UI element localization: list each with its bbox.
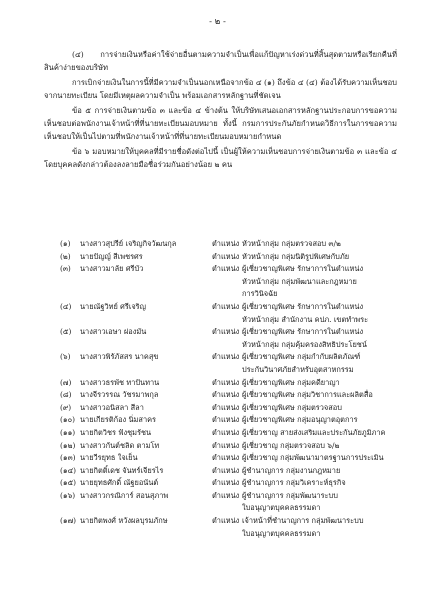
position-label: ตำแหน่ง (212, 301, 240, 311)
official-number: (๑) (60, 239, 71, 248)
official-position (242, 427, 397, 440)
official-row (60, 402, 397, 415)
body-text (44, 48, 397, 171)
position-label: ตำแหน่ง (212, 390, 240, 400)
official-position (242, 477, 397, 490)
official-name: นายเกียรติก้อง นิ่มสาคร (80, 415, 157, 425)
official-number: (๒) (60, 251, 71, 261)
official-name: นายณัฐวิทย์ ศรีเจริญ (80, 301, 146, 311)
official-position (242, 515, 397, 540)
official-position-line: หัวหน้ากลุ่ม กลุ่มนิติรูปพิเศษกับภัย (242, 251, 350, 261)
position-label: ตำแหน่ง (212, 264, 240, 274)
official-position (242, 251, 397, 264)
official-row (60, 427, 397, 440)
official-row (60, 465, 397, 478)
paragraph-clause-4-4: (๔) การจ่ายเงินหรือค่าใช้จ่ายอื่นตามความจำเป็นเพื่อแก้ปัญหาเร่งด่วนที่สิ้นสุดตามหรือเรียกคืนที่สินค้าง่ายของบริษัท (44, 50, 397, 73)
official-number: (๑๖) (60, 490, 76, 500)
official-name: นางสาวพิรัภัสสร นาคสุข (80, 352, 159, 362)
official-number: (๙) (60, 402, 72, 412)
official-name: นายกิตวิชร ฟังชุมรัชน (80, 427, 152, 437)
official-position (242, 452, 397, 465)
official-number: (๔) (60, 301, 72, 311)
official-position-line: ผู้ชำนาญการ กลุ่มงานกฎหมาย (242, 465, 341, 475)
official-name: นายกิตพงศ์ หวังผลบุรมภักษ (80, 516, 168, 526)
position-label: ตำแหน่ง (212, 453, 240, 463)
official-number: (๓) (60, 264, 71, 274)
position-label: ตำแหน่ง (212, 465, 240, 475)
official-name: นางสาวกรณิการ์ สอนสุภาพ (80, 490, 169, 500)
official-row (60, 414, 397, 427)
official-position-line: เจ้าหน้าที่ชำนาญการ กลุ่มพัฒนาระบบ (242, 516, 364, 526)
official-position-line: หัวหน้ากลุ่ม กลุ่มคุ้มครองสิทธิประโยชน์ (242, 339, 367, 349)
official-row (60, 238, 397, 251)
official-row (60, 301, 397, 326)
official-position-line: หัวหน้ากลุ่ม กลุ่มพัฒนาและกฎหมาย (242, 276, 357, 286)
official-name: นางจีรวรรณ วัชรมาพกุล (80, 390, 159, 400)
official-position-line: ผู้เชี่ยวชาญพิเศษ รักษาการในตำแหน่ง (242, 264, 364, 274)
position-label: ตำแหน่ง (212, 377, 240, 387)
official-number: (๖) (60, 352, 71, 362)
official-name: นางสาวกันต์ชลิด ตามโท (80, 440, 160, 450)
paragraph-clause-6: ข้อ ๖ มอบหมายให้บุคคลที่มีรายชื่อดังต่อไปนี้ เป็นผู้ให้ความเห็นชอบการจ่ายเงินตามข้อ ๓ และข้อ ๔ โดยบุคคลดังกล่าวต้องลงลายมือชื่อร่วมกันอย่างน้อย ๒ คน (44, 146, 397, 170)
official-position-line: ผู้เชี่ยวชาญพิเศษ กลุ่มกำกับผลิตภัณฑ์ (242, 352, 361, 362)
position-label: ตำแหน่ง (212, 415, 240, 425)
paragraph-exception: การเบิกจ่ายเงินในการนี้ที่มีความจำเป็นนอกเหนือจากข้อ ๔ (๑) ถึงข้อ ๔ (๔) ต้องได้รับความเห็นชอบจากนายทะเบียน โดยมีเหตุผลความจำเป็น พร้อมเอกสารหลักฐานที่ชัดเจน (44, 77, 397, 101)
official-position-line: หัวหน้ากลุ่ม กลุ่มตรวจสอบ ๓/๒ (242, 239, 341, 248)
official-number: (๑๒) (60, 440, 76, 450)
position-label: ตำแหน่ง (212, 251, 240, 261)
official-name: นางสาวสุปรีย์ เจริญกิจวัฒนกุล (80, 239, 177, 248)
official-name: นายยุทธศักดิ์ ณัฐยอนันต์ (80, 478, 159, 488)
official-position-line: ผู้เชี่ยวชาญพิเศษ รักษาการในตำแหน่ง (242, 327, 364, 337)
official-number: (๑๗) (60, 516, 77, 526)
official-number: (๑๑) (60, 427, 76, 437)
official-position (242, 389, 397, 402)
official-position (242, 377, 397, 390)
official-position (242, 490, 397, 515)
official-name: นายวีรยุทธ ใจเย็น (80, 453, 138, 463)
official-position (242, 351, 397, 376)
official-number: (๑๕) (60, 478, 77, 488)
official-position-line: การวินิจฉัย (242, 289, 278, 299)
official-row (60, 377, 397, 390)
official-row (60, 515, 397, 540)
official-position-line: ผู้เชี่ยวชาญพิเศษ กลุ่มวิชาการและผลิตสื่อ (242, 390, 373, 400)
official-name: นางสาวอนิสลา สีลา (80, 402, 144, 412)
official-row (60, 452, 397, 465)
official-position (242, 402, 397, 415)
official-name: นายปัญญ์ สีเพชรศร (80, 251, 143, 261)
official-row (60, 263, 397, 301)
official-number: (๕) (60, 327, 72, 337)
official-position (242, 326, 397, 351)
paragraph-clause-5: ข้อ ๕ การจ่ายเงินตามข้อ ๓ และข้อ ๔ ข้างต้น ให้บริษัทเสนอเอกสารหลักฐานประกอบการขอความเห็นชอบต่อพนักงานเจ้าหน้าที่ที่นายทะเบียนมอบหมาย ทั้งนี้ กรมการประกันภัยกำหนดวิธีการในการขอความเห็นชอบให้เป็นไปตามที่พนักงานเจ้าหน้าที่ที่นายทะเบียนมอบหมายกำหนด (44, 105, 397, 142)
position-label: ตำแหน่ง (212, 239, 240, 248)
official-position-line: ผู้เชี่ยวชาญพิเศษ กลุ่มตรวจสอบ (242, 402, 342, 412)
official-name: นางสาวเอษา ผ่องมัน (80, 327, 147, 337)
official-position-line: หัวหน้ากลุ่ม สำนักงาน คปภ. เขตทำพระ (242, 314, 369, 324)
page-number: - ๒ - (209, 17, 226, 27)
official-position-line: ผู้เชี่ยวชาญพิเศษ รักษาการในตำแหน่ง (242, 301, 364, 311)
official-position-line: ผู้ชำนาญการ กลุ่มพัฒนาระบบ (242, 490, 338, 500)
official-row (60, 477, 397, 490)
official-number: (๑๓) (60, 453, 76, 463)
official-position (242, 414, 397, 427)
official-position-line: ผู้เชี่ยวชาญ กลุ่มตรวจสอบ ๖/๒ (242, 440, 340, 450)
position-label: ตำแหน่ง (212, 427, 240, 437)
position-label: ตำแหน่ง (212, 402, 240, 412)
position-label: ตำแหน่ง (212, 516, 240, 526)
officials-list (60, 238, 397, 540)
official-position-line: ผู้เชี่ยวชาญพิเศษ กลุ่มอนุญาตอุตการ (242, 415, 358, 425)
official-position-line: ผู้เชี่ยวชาญ สายส่งเสริมและประกันภัยภูมิภาค (242, 427, 386, 437)
official-row (60, 251, 397, 264)
official-name: นางสาวมาลัย ศรีบัว (80, 264, 144, 274)
position-label: ตำแหน่ง (212, 478, 240, 488)
official-position-line: ใบอนุญาตบุคคลธรรมดา (242, 528, 321, 538)
position-label: ตำแหน่ง (212, 327, 240, 337)
official-position-line: ผู้เชี่ยวชาญพิเศษ กลุ่มคดียาญา (242, 377, 340, 387)
official-position-line: ผู้เชี่ยวชาญ กลุ่มพัฒนามาตรฐานการประเมิน (242, 453, 384, 463)
official-name: นางสาวธรพัช ทาปันทาน (80, 377, 160, 387)
official-position-line: ใบอนุญาตบุคคลธรรมดา (242, 503, 321, 513)
official-position (242, 301, 397, 326)
position-label: ตำแหน่ง (212, 440, 240, 450)
official-position-line: ผู้ชำนาญการ กลุ่มวิเคราะห์ธุรกิจ (242, 478, 346, 488)
official-number: (๗) (60, 377, 72, 387)
official-number: (๑๐) (60, 415, 75, 425)
official-row (60, 490, 397, 515)
official-position (242, 465, 397, 478)
official-row (60, 440, 397, 453)
official-number: (๘) (60, 390, 72, 400)
official-position (242, 263, 397, 301)
official-row (60, 326, 397, 351)
official-position (242, 238, 397, 251)
position-label: ตำแหน่ง (212, 490, 240, 500)
official-number: (๑๔) (60, 465, 77, 475)
official-row (60, 351, 397, 376)
official-position (242, 440, 397, 453)
official-row (60, 389, 397, 402)
official-position-line: ประกันวินาศภัยสำหรับอุตสาหกรรม (242, 364, 354, 374)
official-name: นายกิตติ์เดช จันทร์เจียรไร (80, 465, 164, 475)
position-label: ตำแหน่ง (212, 352, 240, 362)
